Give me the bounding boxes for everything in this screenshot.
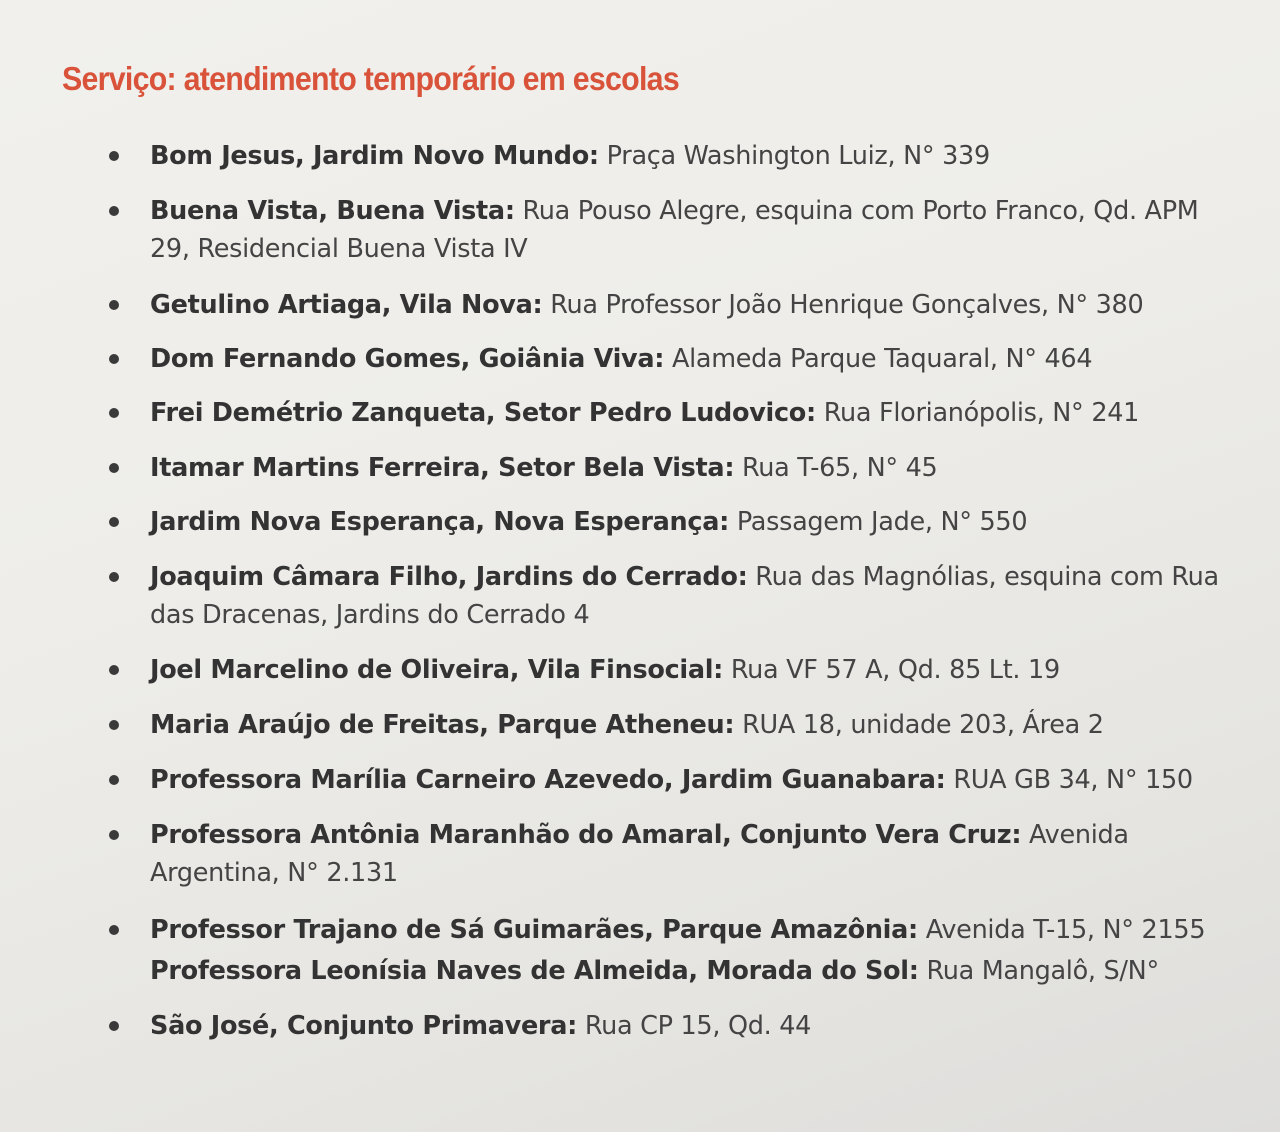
- school-name: Professor Trajano de Sá Guimarães, Parque Amazônia:: [150, 915, 918, 945]
- bullet-icon: [109, 720, 119, 730]
- school-address: RUA GB 34, N° 150: [953, 765, 1193, 795]
- school-address: RUA 18, unidade 203, Área 2: [742, 710, 1104, 740]
- list-item: [150, 651, 1220, 689]
- bullet-icon: [109, 665, 119, 675]
- school-name: Professora Marília Carneiro Azevedo, Jardim Guanabara:: [150, 765, 946, 795]
- bullet-icon: [109, 300, 119, 310]
- bullet-icon: [109, 830, 119, 840]
- school-address: Rua Professor João Henrique Gonçalves, N° 380: [550, 290, 1144, 320]
- bullet-icon: [109, 206, 119, 216]
- school-address: Rua CP 15, Qd. 44: [584, 1011, 812, 1041]
- bullet-icon: [109, 517, 119, 527]
- list-item: [150, 449, 1220, 487]
- list-item: [150, 911, 1220, 949]
- school-name: São José, Conjunto Primavera:: [150, 1011, 578, 1041]
- school-name: Professora Leonísia Naves de Almeida, Morada do Sol:: [150, 956, 919, 986]
- school-address: Rua Mangalô, S/N°: [926, 956, 1159, 986]
- list-item: [150, 558, 1220, 634]
- school-name: Itamar Martins Ferreira, Setor Bela Vista:: [150, 453, 735, 483]
- list-item: [150, 340, 1220, 378]
- school-address: Rua Florianópolis, N° 241: [823, 398, 1140, 428]
- school-name: Joel Marcelino de Oliveira, Vila Finsocial:: [150, 655, 724, 685]
- bullet-icon: [109, 408, 119, 418]
- school-name: Dom Fernando Gomes, Goiânia Viva:: [150, 344, 665, 374]
- list-item: [150, 286, 1220, 324]
- school-address: Passagem Jade, N° 550: [736, 507, 1028, 537]
- list-item: [150, 761, 1220, 799]
- list-item: [150, 1007, 1220, 1045]
- list-item: [150, 394, 1220, 432]
- bullet-icon: [109, 463, 119, 473]
- list-item: [150, 706, 1220, 744]
- document-title: Serviço: atendimento temporário em escolas: [62, 60, 679, 97]
- school-name: Frei Demétrio Zanqueta, Setor Pedro Ludovico:: [150, 398, 816, 428]
- list-item: [150, 952, 1220, 990]
- list-item: [150, 816, 1220, 892]
- list-item: [150, 137, 1220, 175]
- bullet-icon: [109, 572, 119, 582]
- bullet-icon: [109, 775, 119, 785]
- school-address: Alameda Parque Taquaral, N° 464: [671, 344, 1093, 374]
- school-address: Avenida T-15, N° 2155: [925, 915, 1206, 945]
- school-address: Rua das Magnólias, esquina com Rua das Dracenas, Jardins do Cerrado 4: [150, 562, 1219, 630]
- school-name: Maria Araújo de Freitas, Parque Atheneu:: [150, 710, 735, 740]
- school-name: Professora Antônia Maranhão do Amaral, Conjunto Vera Cruz:: [150, 820, 1022, 850]
- list-item: [150, 192, 1220, 268]
- school-name: Joaquim Câmara Filho, Jardins do Cerrado:: [150, 562, 748, 592]
- bullet-icon: [109, 1021, 119, 1031]
- bullet-icon: [109, 354, 119, 364]
- school-address: Rua T-65, N° 45: [742, 453, 938, 483]
- list-item: [150, 503, 1220, 541]
- bullet-icon: [109, 151, 119, 161]
- school-address: Rua Pouso Alegre, esquina com Porto Franco, Qd. APM 29, Residencial Buena Vista IV: [150, 196, 1199, 264]
- school-name: Buena Vista, Buena Vista:: [150, 196, 515, 226]
- school-name: Jardim Nova Esperança, Nova Esperança:: [150, 507, 730, 537]
- school-name: Getulino Artiaga, Vila Nova:: [150, 290, 543, 320]
- school-address: Avenida Argentina, N° 2.131: [150, 820, 1129, 888]
- school-address: Praça Washington Luiz, N° 339: [606, 141, 990, 171]
- school-name: Bom Jesus, Jardim Novo Mundo:: [150, 141, 599, 171]
- bullet-icon: [109, 925, 119, 935]
- school-address: Rua VF 57 A, Qd. 85 Lt. 19: [730, 655, 1060, 685]
